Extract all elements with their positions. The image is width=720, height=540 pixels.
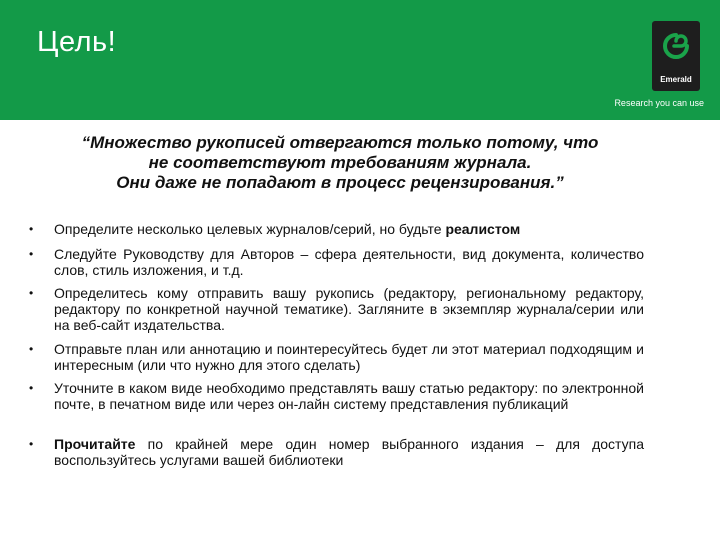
header-banner: [0, 0, 720, 120]
bullet-dot-icon: •: [29, 286, 34, 300]
list-item-text: Отправьте план или аннотацию и поинтересуйтесь будет ли этот материал подходящим и интересным (или что нужно для этого сделать): [54, 341, 644, 373]
bullet-dot-icon: •: [29, 381, 34, 395]
bullet-dot-icon: •: [29, 247, 34, 261]
list-item-text: Определите несколько целевых журналов/серий, но будьте: [54, 221, 446, 237]
list-item: [29, 285, 644, 333]
quote-line-2: не соответствуют требованиям журнала.: [148, 153, 532, 172]
list-item: [29, 436, 644, 468]
list-item-text: Определитесь кому отправить вашу рукопись (редактору, региональному редактору, редактору по конкретной научной тематике). Загляните в экземпляр журнала/серии или на веб-сайт издательства.: [54, 285, 644, 333]
list-item: [29, 341, 644, 373]
emerald-logo: [652, 21, 700, 91]
quote-line-3: Они даже не попадают в процесс рецензирования.”: [116, 173, 564, 192]
slide-title: Цель!: [37, 26, 117, 58]
list-item-text: по крайней мере один номер выбранного издания – для доступа воспользуйтесь услугами вашей библиотеки: [54, 436, 644, 468]
list-item: [29, 221, 644, 237]
quote-block: [20, 133, 660, 193]
bullet-dot-icon: •: [29, 342, 34, 356]
list-item-text: Уточните в каком виде необходимо представлять вашу статью редактору: по электронной почте, в печатном виде или через он-лайн систему представления публикаций: [54, 380, 644, 412]
quote-line-1: “Множество рукописей отвергаются только потому, что: [81, 133, 599, 152]
emerald-logo-icon: [660, 29, 692, 69]
list-item: [29, 246, 644, 278]
list-item-text: Следуйте Руководству для Авторов – сфера деятельности, вид документа, количество слов, стиль изложения, и т.д.: [54, 246, 644, 278]
bullet-dot-icon: •: [29, 437, 34, 451]
list-item: [29, 380, 644, 412]
bullet-dot-icon: •: [29, 222, 34, 236]
logo-wordmark: Emerald: [660, 75, 692, 84]
tagline: Research you can use: [614, 98, 704, 108]
list-item-emphasis: Прочитайте: [54, 436, 136, 452]
list-item-emphasis: реалистом: [445, 221, 521, 237]
